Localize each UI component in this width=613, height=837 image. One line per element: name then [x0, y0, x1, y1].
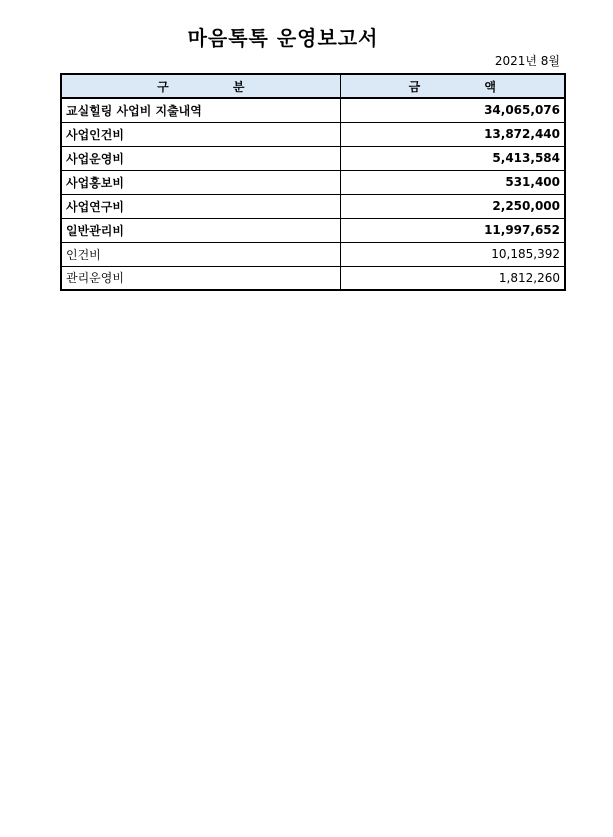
table-row-sub: [61, 266, 565, 290]
row-amount: 2,250,000: [340, 194, 565, 218]
expense-table: [60, 73, 566, 291]
row-label: 사업홍보비: [61, 170, 340, 194]
header-category: 구 분: [61, 74, 340, 98]
row-amount: 11,997,652: [340, 218, 565, 242]
row-amount: 13,872,440: [340, 122, 565, 146]
row-amount: 531,400: [340, 170, 565, 194]
table-row: [61, 218, 565, 242]
row-amount: 34,065,076: [340, 98, 565, 122]
row-label: 사업운영비: [61, 146, 340, 170]
row-amount: 5,413,584: [340, 146, 565, 170]
row-label: 일반관리비: [61, 218, 340, 242]
table-row: [61, 146, 565, 170]
table-header-row: [61, 74, 565, 98]
row-amount: 10,185,392: [340, 242, 565, 266]
row-label: 관리운영비: [61, 266, 340, 290]
table-row: [61, 194, 565, 218]
header-amount: 금 액: [340, 74, 565, 98]
table-row-sub: [61, 242, 565, 266]
table-row-total: [61, 98, 565, 122]
report-title: 마음톡톡 운영보고서: [187, 26, 379, 50]
table-row: [61, 122, 565, 146]
row-label: 인건비: [61, 242, 340, 266]
report-date: 2021년 8월: [494, 54, 560, 68]
table-row: [61, 170, 565, 194]
row-label: 사업인건비: [61, 122, 340, 146]
row-label: 사업연구비: [61, 194, 340, 218]
row-label: 교실힐링 사업비 지출내역: [61, 98, 340, 122]
row-amount: 1,812,260: [340, 266, 565, 290]
